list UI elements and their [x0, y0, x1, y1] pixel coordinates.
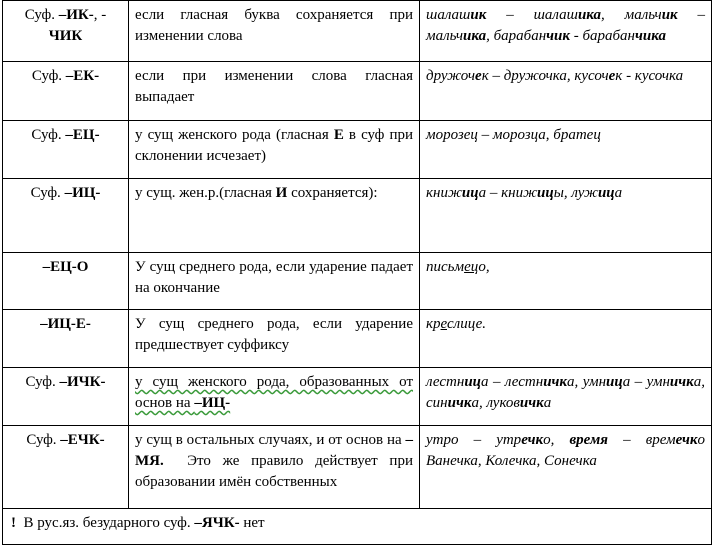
example-cell — [420, 426, 712, 509]
rule-cell — [129, 426, 420, 509]
example-suffix: ечк — [675, 432, 698, 448]
rule-cell — [129, 121, 420, 179]
rule-cell — [129, 253, 420, 310]
rule-cell — [129, 368, 420, 426]
note-bold-suffix: –ЯЧК- — [194, 515, 240, 531]
example-text: а – лестн — [481, 374, 544, 390]
example-text: слице. — [447, 316, 486, 332]
example-cell — [420, 179, 712, 253]
table-row — [3, 62, 712, 121]
suffix-rules-table — [2, 0, 712, 545]
example-text: а, умн — [567, 374, 607, 390]
suffix-cell — [3, 426, 129, 509]
rule-text: в суф при склонении исчезает) — [135, 127, 414, 164]
suffix-name: –ИЦ-Е- — [40, 316, 91, 332]
example-suffix: ичк — [447, 395, 472, 411]
table-row — [3, 121, 712, 179]
suffix-prefix: Суф. — [31, 127, 66, 143]
note-text: В рус.яз. безударного суф. — [16, 515, 195, 531]
example-suffix: ичк — [669, 374, 694, 390]
suffix-prefix: Суф. — [24, 7, 59, 23]
example-text: – врем — [607, 432, 676, 448]
note-text: нет — [239, 515, 265, 531]
example-text: а, луков — [471, 395, 520, 411]
rule-text: если при изменении слова гласная выпадает — [135, 68, 413, 105]
example-cell — [420, 368, 712, 426]
example-suffix: чик — [546, 28, 570, 44]
example-suffix: иц — [537, 185, 554, 201]
example-text: - барабан — [569, 28, 635, 44]
example-suffix: ечк — [521, 432, 544, 448]
example-text: а – книж — [478, 185, 538, 201]
suffix-name: –ЕЦ-О — [42, 259, 89, 275]
suffix-cell — [3, 62, 129, 121]
example-suffix: иц — [597, 185, 615, 201]
example-text: письм — [426, 259, 465, 275]
table-row — [3, 310, 712, 368]
example-text: утро – утр — [426, 432, 522, 448]
example-suffix: ик — [661, 7, 678, 23]
rule-text: у сущ женского рода, образованных от основ на — [135, 374, 413, 411]
suffix-name: –ЕК- — [65, 68, 100, 84]
example-text: о, — [543, 432, 570, 448]
example-text: – шалаш — [486, 7, 578, 23]
example-cell — [420, 1, 712, 62]
example-cell — [420, 310, 712, 368]
suffix-prefix: Суф. — [26, 432, 61, 448]
rule-bold-suffix: –МЯ. — [135, 432, 413, 469]
example-suffix: иц — [606, 374, 623, 390]
example-suffix: ика — [463, 28, 487, 44]
suffix-separator: , - — [93, 7, 107, 23]
suffix-cell — [3, 1, 129, 62]
rule-bold-letter: Е — [333, 127, 344, 143]
example-suffix: ик — [470, 7, 487, 23]
example-text: – мальч — [426, 7, 706, 44]
rule-text: у сущ женского рода (гласная — [135, 127, 334, 143]
example-text: дружоч — [426, 68, 476, 84]
rule-cell — [129, 1, 420, 62]
suffix-name: –ЕЧК- — [60, 432, 105, 448]
suffix-cell — [3, 179, 129, 253]
suffix-name: –ЕЦ- — [65, 127, 100, 143]
example-underlined: е — [440, 316, 447, 332]
example-text: а — [614, 185, 623, 201]
example-suffix: иц — [461, 185, 479, 201]
rule-text: У сущ среднего рода, если ударение предшествует суффиксу — [135, 316, 413, 353]
rule-text: сохраняется): — [287, 185, 378, 201]
example-text: а – умн — [622, 374, 670, 390]
example-text: шалаш — [426, 7, 471, 23]
rule-text: Это же правило действует при образовании имён собственных — [135, 453, 417, 490]
example-suffix: ичк — [519, 395, 544, 411]
table-row — [3, 253, 712, 310]
table-row — [3, 179, 712, 253]
example-suffix: иц — [464, 374, 481, 390]
suffix-cell — [3, 253, 129, 310]
example-cell — [420, 121, 712, 179]
rule-bold-suffix: –ИЦ- — [194, 395, 231, 411]
suffix-prefix: Суф. — [31, 68, 66, 84]
rule-text: если гласная буква сохраняется при изменении слова — [135, 7, 413, 44]
example-underlined: ец — [464, 259, 479, 275]
table-row — [3, 1, 712, 62]
note-row — [3, 509, 712, 545]
example-text: ы, луж — [553, 185, 598, 201]
suffix-prefix: Суф. — [25, 374, 60, 390]
suffix-name: –ИЧК- — [59, 374, 106, 390]
example-text: лестн — [426, 374, 465, 390]
note-cell — [3, 509, 712, 545]
example-text: а — [543, 395, 552, 411]
example-text: кр — [426, 316, 441, 332]
example-text: морозец – морозца, братец — [426, 127, 601, 143]
example-text: а, син — [426, 374, 705, 411]
example-text: к - кусочка — [615, 68, 684, 84]
example-cell — [420, 253, 712, 310]
example-text: , мальч — [601, 7, 662, 23]
example-text: к – дружочка, кусоч — [481, 68, 609, 84]
table-row — [3, 368, 712, 426]
example-text: о, — [478, 259, 490, 275]
example-text: книж — [426, 185, 462, 201]
suffix-cell — [3, 121, 129, 179]
rule-cell — [129, 62, 420, 121]
rule-text: у сущ. жен.р.(гласная — [135, 185, 276, 201]
suffix-name: –ИК- — [58, 7, 94, 23]
example-suffix: ика — [577, 7, 602, 23]
exclamation-mark: ! — [11, 515, 16, 531]
example-suffix: ичк — [543, 374, 568, 390]
table-row — [3, 426, 712, 509]
example-text: , барабан — [486, 28, 547, 44]
rule-text: у сущ в остальных случаях, и от основ на — [135, 432, 406, 448]
rule-text: У сущ среднего рода, если ударение падает на окончание — [135, 259, 413, 296]
example-suffix: е — [608, 68, 616, 84]
example-suffix: чика — [635, 28, 666, 44]
example-text: о Ванечка, Колечка, Сонечка — [426, 432, 705, 469]
example-bold-word: время — [569, 432, 608, 448]
suffix-name: ЧИК — [48, 28, 83, 44]
suffix-cell — [3, 368, 129, 426]
example-suffix: е — [475, 68, 482, 84]
rule-cell — [129, 310, 420, 368]
rule-bold-letter: И — [275, 185, 288, 201]
rule-cell — [129, 179, 420, 253]
example-cell — [420, 62, 712, 121]
suffix-name: –ИЦ- — [64, 185, 101, 201]
suffix-cell — [3, 310, 129, 368]
suffix-prefix: Суф. — [30, 185, 65, 201]
